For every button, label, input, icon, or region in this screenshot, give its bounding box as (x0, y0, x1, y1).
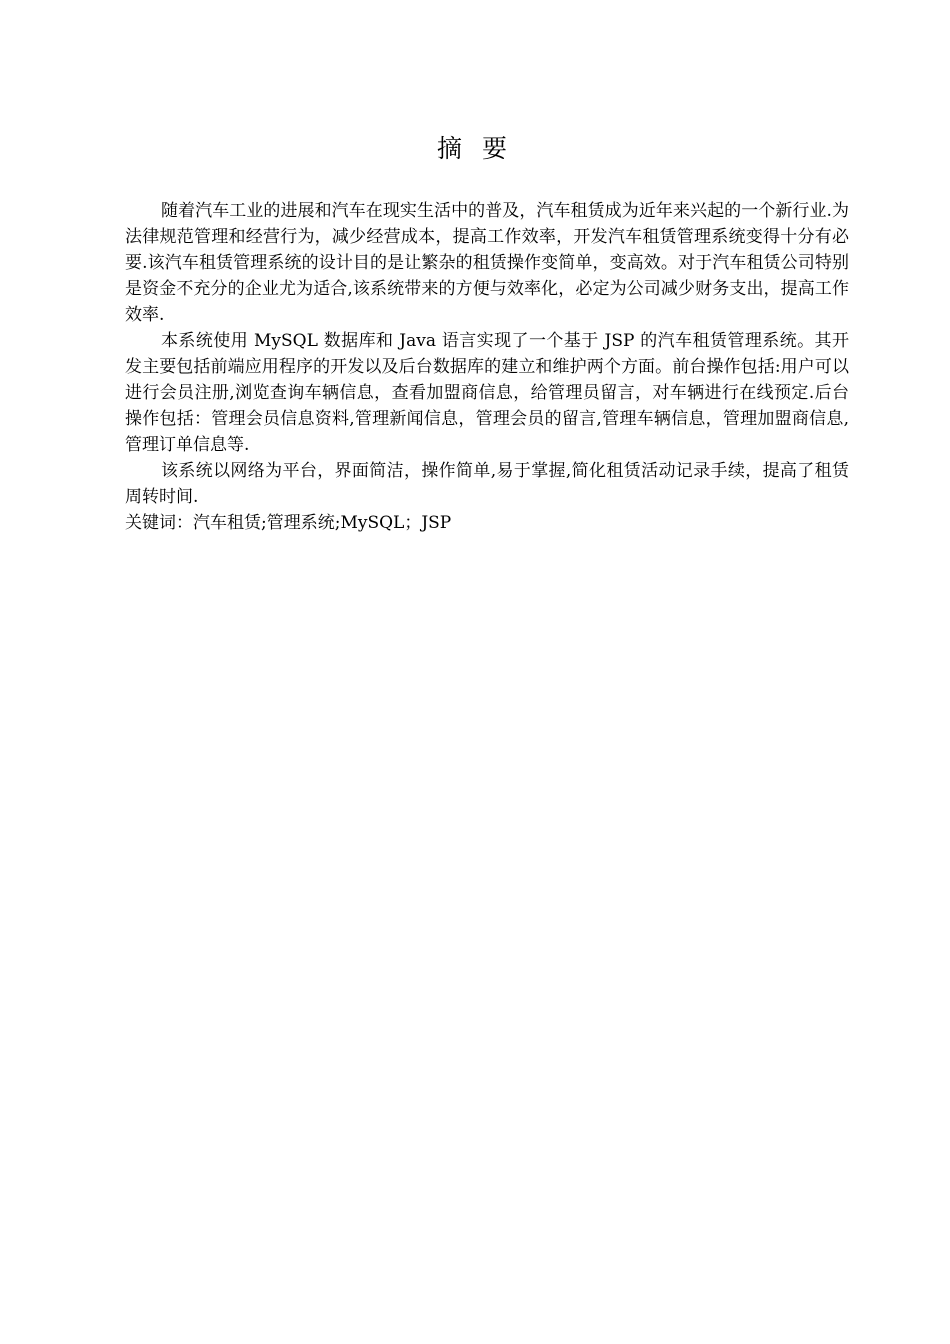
abstract-paragraph-2: 本系统使用 MySQL 数据库和 Java 语言实现了一个基于 JSP 的汽车租赁管理系统。其开发主要包括前端应用程序的开发以及后台数据库的建立和维护两个方面。前台操作包括:用户可以进行会员注册,浏览查询车辆信息，查看加盟商信息，给管理员留言，对车辆进行在线预定.后台操作包括：管理会员信息资料,管理新闻信息，管理会员的留言,管理车辆信息，管理加盟商信息,管理订单信息等. (125, 331, 849, 455)
keywords-label: 关键词 (125, 513, 176, 533)
abstract-paragraph-3: 该系统以网络为平台，界面简洁，操作简单,易于掌握,简化租赁活动记录手续，提高了租赁周转时间. (125, 461, 849, 507)
keywords-line (125, 510, 849, 536)
abstract-paragraph-1: 随着汽车工业的进展和汽车在现实生活中的普及，汽车租赁成为近年来兴起的一个新行业.为法律规范管理和经营行为，减少经营成本，提高工作效率，开发汽车租赁管理系统变得十分有必要.该汽车租赁管理系统的设计目的是让繁杂的租赁操作变简单，变高效。对于汽车租赁公司特别是资金不充分的企业尤为适合,该系统带来的方便与效率化，必定为公司减少财务支出，提高工作效率. (125, 201, 849, 325)
keywords-value: ：汽车租赁;管理系统;MySQL；JSP (176, 513, 452, 533)
page-title: 摘 要 (437, 134, 513, 163)
abstract-body (125, 198, 849, 536)
